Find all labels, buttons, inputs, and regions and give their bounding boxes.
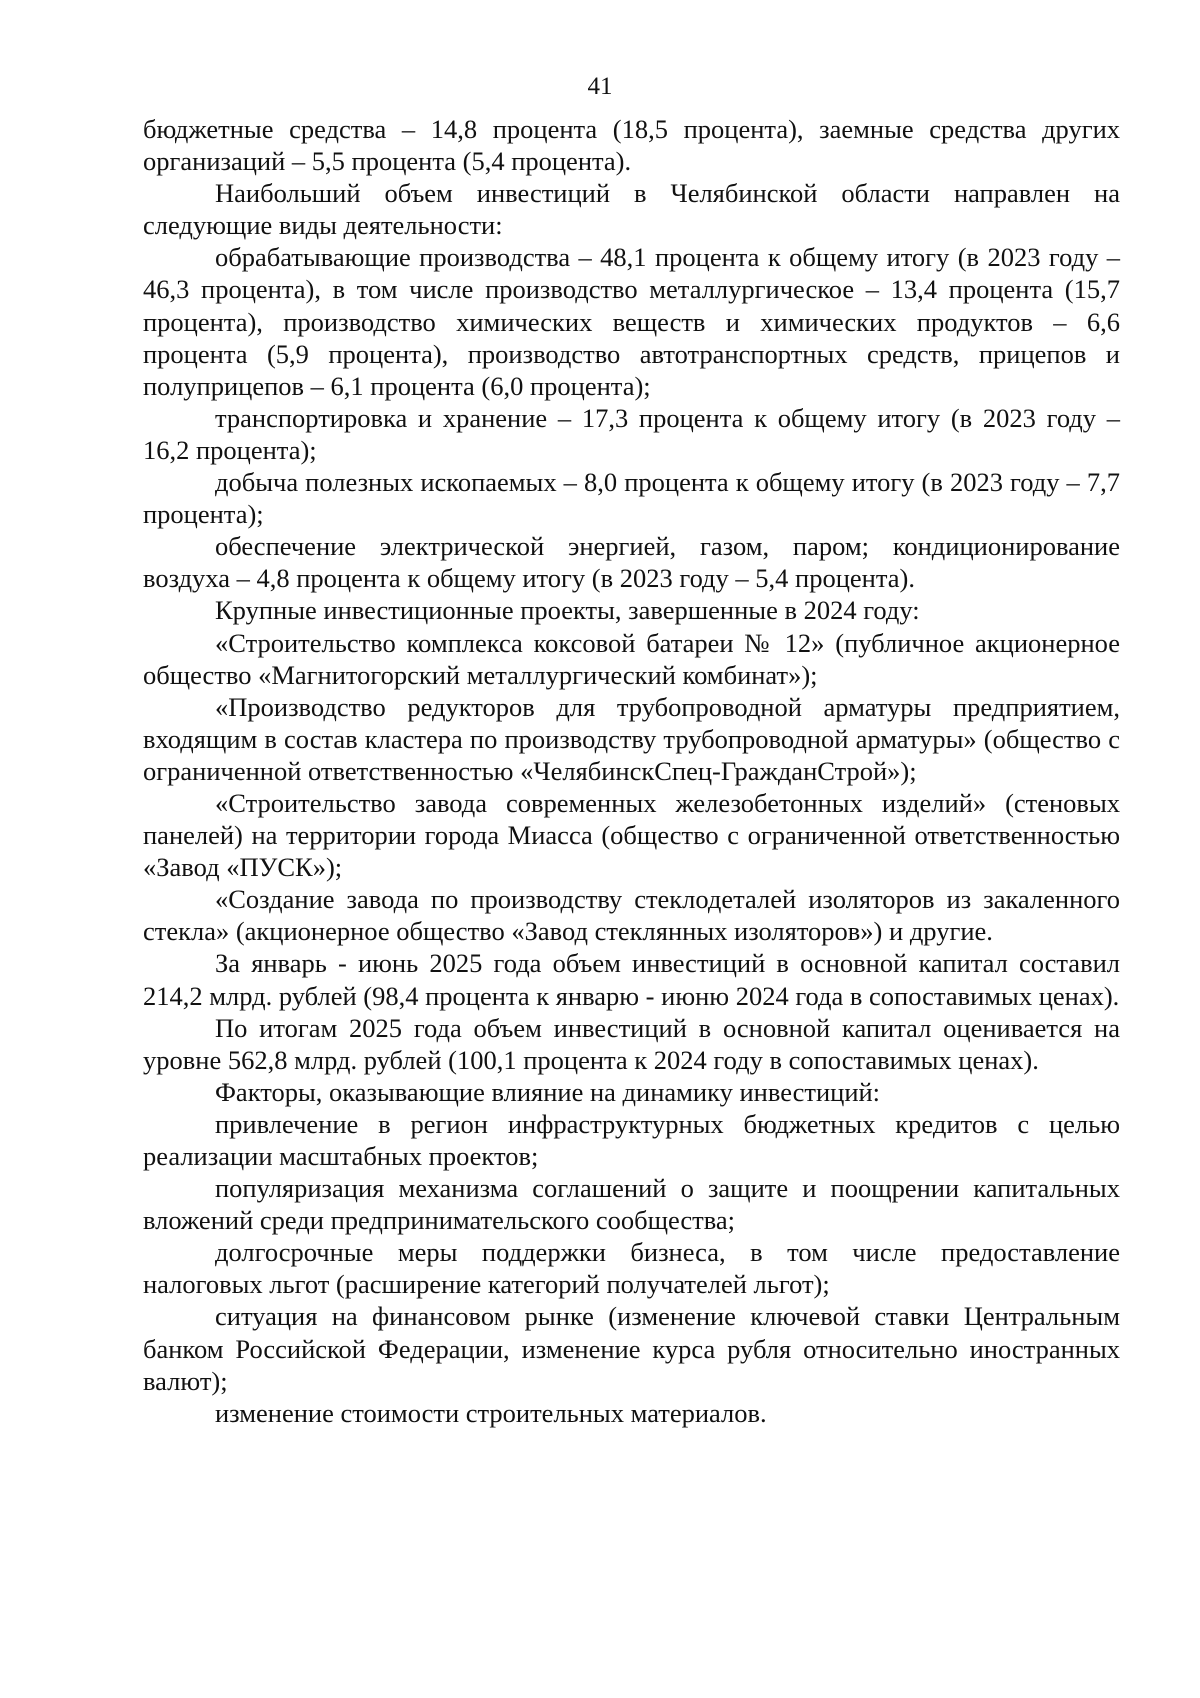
paragraph-project-coke-battery: «Строительство комплекса коксовой батареи № 12» (публичное акционерное общество «Магнитогорский металлургический комбинат»); bbox=[143, 627, 1120, 690]
paragraph-factor-construction-costs: изменение стоимости строительных материалов. bbox=[215, 1397, 767, 1428]
paragraph-factors-intro: Факторы, оказывающие влияние на динамику инвестиций: bbox=[215, 1076, 881, 1107]
document-body bbox=[143, 113, 1120, 1429]
paragraph-factor-infrastructure-credits: привлечение в регион инфраструктурных бюджетных кредитов с целью реализации масштабных проектов; bbox=[143, 1108, 1120, 1171]
paragraph-half-year-2025: За январь - июнь 2025 года объем инвестиций в основной капитал составил 214,2 млрд. рублей (98,4 процента к январю - июню 2024 года в сопоставимых ценах). bbox=[143, 948, 1120, 1011]
paragraph-factor-business-support: долгосрочные меры поддержки бизнеса, в том числе предоставление налоговых льгот (расширение категорий получателей льгот); bbox=[143, 1237, 1120, 1300]
paragraph-investment-directions-intro: Наибольший объем инвестиций в Челябинской области направлен на следующие виды деятельности: bbox=[143, 178, 1120, 241]
paragraph-project-reducers: «Производство редукторов для трубопроводной арматуры предприятием, входящим в состав кластера по производству трубопроводной арматуры» (общество с ограниченной ответственностью «ЧелябинскСпец-ГражданСтрой»); bbox=[143, 691, 1120, 786]
paragraph-transport-storage: транспортировка и хранение – 17,3 процента к общему итогу (в 2023 году – 16,2 процента); bbox=[143, 402, 1120, 465]
paragraph-project-concrete-plant: «Строительство завода современных железобетонных изделий» (стеновых панелей) на территории города Миасса (общество с ограниченной ответственностью «Завод «ПУСК»); bbox=[143, 787, 1120, 883]
paragraph-estimate-2025: По итогам 2025 года объем инвестиций в основной капитал оценивается на уровне 562,8 млрд. рублей (100,1 процента к 2024 году в сопоставимых ценах). bbox=[143, 1012, 1120, 1075]
paragraph-projects-intro: Крупные инвестиционные проекты, завершенные в 2024 году: bbox=[215, 595, 920, 626]
page-number: 41 bbox=[587, 73, 613, 100]
paragraph-energy-supply: обеспечение электрической энергией, газом, паром; кондиционирование воздуха – 4,8 процента к общему итогу (в 2023 году – 5,4 процента). bbox=[143, 531, 1120, 594]
paragraph-project-glass-insulators: «Создание завода по производству стеклодеталей изоляторов из закаленного стекла» (акционерное общество «Завод стеклянных изоляторов») и другие. bbox=[143, 884, 1120, 947]
paragraph-mining: добыча полезных ископаемых – 8,0 процента к общему итогу (в 2023 году – 7,7 процента); bbox=[143, 467, 1120, 530]
paragraph-factor-financial-market: ситуация на финансовом рынке (изменение ключевой ставки Центральным банком Российской Федерации, изменение курса рубля относительно иностранных валют); bbox=[143, 1301, 1120, 1396]
paragraph-manufacturing: обрабатывающие производства – 48,1 процента к общему итогу (в 2023 году – 46,3 процента), в том числе производство металлургическое – 13,4 процента (15,7 процента), производство химических веществ и химических продуктов – 6,6 процента (5,9 процента), производство автотранспортных средств, прицепов и полуприцепов – 6,1 процента (6,0 процента); bbox=[143, 242, 1120, 401]
paragraph-factor-capital-agreements: популяризация механизма соглашений о защите и поощрении капитальных вложений среди предпринимательского сообщества; bbox=[143, 1173, 1120, 1236]
paragraph-funding-sources: бюджетные средства – 14,8 процента (18,5 процента), заемные средства других организаций – 5,5 процента (5,4 процента). bbox=[143, 114, 1120, 177]
